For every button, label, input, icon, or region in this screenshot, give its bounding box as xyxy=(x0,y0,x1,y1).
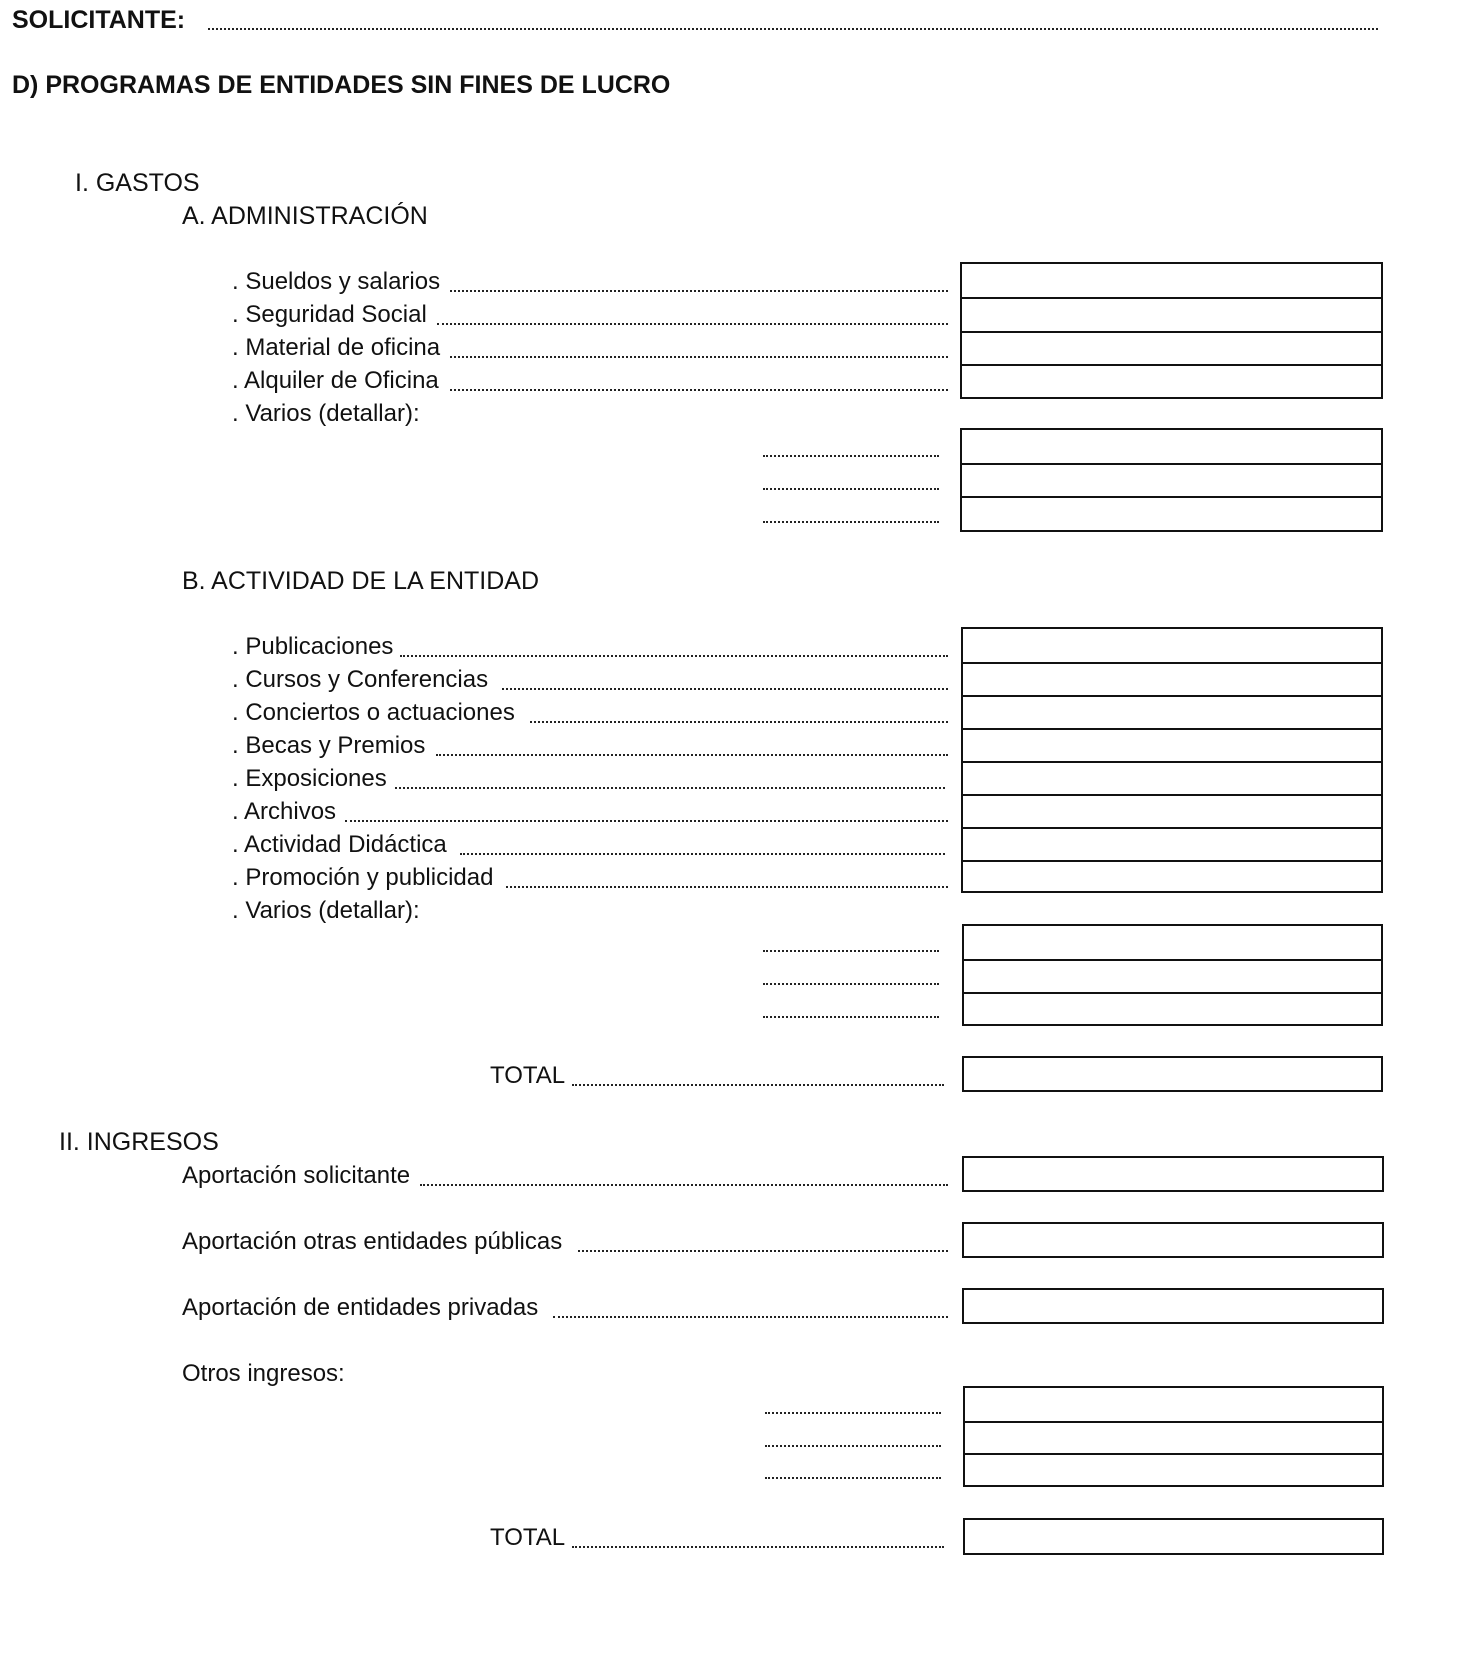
income-item-public-entities: Aportación otras entidades públicas xyxy=(182,1228,563,1255)
amount-cell-divider xyxy=(964,992,1381,994)
amount-cell-divider xyxy=(962,364,1381,366)
leader-dots xyxy=(572,1546,944,1548)
amount-cell-divider xyxy=(965,1453,1382,1455)
activity-misc-amount-box xyxy=(962,924,1383,1026)
amount-cell-divider xyxy=(963,662,1381,664)
amount-cell-divider xyxy=(963,794,1381,796)
leader-dots xyxy=(506,886,948,888)
leader-dots xyxy=(530,721,948,723)
amount-cell-divider xyxy=(963,695,1381,697)
leader-dots xyxy=(345,820,948,822)
activity-item-archives: . Archivos xyxy=(232,798,337,825)
admin-item-office-rent: . Alquiler de Oficina xyxy=(232,367,439,394)
misc-detail-line[interactable] xyxy=(763,455,939,457)
leader-dots xyxy=(420,1184,948,1186)
misc-detail-line[interactable] xyxy=(763,1016,939,1018)
admin-misc-amount-box xyxy=(960,428,1383,532)
applicant-label: SOLICITANTE: xyxy=(12,6,186,34)
income-total-label: TOTAL xyxy=(490,1524,566,1551)
activity-title: B. ACTIVIDAD DE LA ENTIDAD xyxy=(182,567,540,595)
leader-dots xyxy=(450,290,948,292)
admin-amount-box xyxy=(960,262,1383,399)
admin-item-office-material: . Material de oficina xyxy=(232,334,441,361)
admin-item-social-security: . Seguridad Social xyxy=(232,301,427,328)
income-applicant-box xyxy=(962,1156,1384,1192)
misc-detail-line[interactable] xyxy=(763,983,939,985)
other-income-detail-line[interactable] xyxy=(765,1412,941,1414)
leader-dots xyxy=(553,1316,948,1318)
income-private-box xyxy=(962,1288,1384,1324)
income-title: II. INGRESOS xyxy=(59,1128,219,1156)
leader-dots xyxy=(395,787,945,789)
amount-cell-divider xyxy=(964,959,1381,961)
activity-item-exhibitions: . Exposiciones xyxy=(232,765,387,792)
income-total-box xyxy=(963,1518,1384,1555)
expenses-title: I. GASTOS xyxy=(75,169,200,197)
income-item-applicant: Aportación solicitante xyxy=(182,1162,411,1189)
leader-dots xyxy=(437,323,948,325)
income-other-amount-box xyxy=(963,1386,1384,1487)
income-public-box xyxy=(962,1222,1384,1258)
activity-item-didactic: . Actividad Didáctica xyxy=(232,831,447,858)
amount-cell-divider xyxy=(962,463,1381,465)
leader-dots xyxy=(400,655,948,657)
activity-item-scholarships: . Becas y Premios xyxy=(232,732,426,759)
leader-dots xyxy=(502,688,948,690)
income-item-private-entities: Aportación de entidades privadas xyxy=(182,1294,539,1321)
amount-cell-divider xyxy=(965,1421,1382,1423)
activity-item-courses: . Cursos y Conferencias xyxy=(232,666,489,693)
leader-dots xyxy=(572,1084,944,1086)
section-title: D) PROGRAMAS DE ENTIDADES SIN FINES DE LUCRO xyxy=(12,71,671,99)
administration-title: A. ADMINISTRACIÓN xyxy=(182,202,428,230)
activity-item-publications: . Publicaciones xyxy=(232,633,394,660)
other-income-detail-line[interactable] xyxy=(765,1477,941,1479)
applicant-fill-line[interactable] xyxy=(208,28,1378,30)
amount-cell-divider xyxy=(963,860,1381,862)
leader-dots xyxy=(450,389,948,391)
amount-cell-divider xyxy=(962,331,1381,333)
amount-cell-divider xyxy=(962,496,1381,498)
leader-dots xyxy=(578,1250,948,1252)
income-other-label: Otros ingresos: xyxy=(182,1360,345,1387)
admin-item-salaries: . Sueldos y salarios xyxy=(232,268,441,295)
activity-item-concerts: . Conciertos o actuaciones xyxy=(232,699,515,726)
leader-dots xyxy=(450,356,948,358)
amount-cell-divider xyxy=(963,728,1381,730)
misc-detail-line[interactable] xyxy=(763,950,939,952)
leader-dots xyxy=(436,754,948,756)
activity-misc-label: . Varios (detallar): xyxy=(232,897,420,924)
activity-item-promotion: . Promoción y publicidad xyxy=(232,864,494,891)
amount-cell-divider xyxy=(963,761,1381,763)
leader-dots xyxy=(460,853,945,855)
misc-detail-line[interactable] xyxy=(763,488,939,490)
activity-amount-box xyxy=(961,627,1383,893)
admin-misc-label: . Varios (detallar): xyxy=(232,400,420,427)
expenses-total-label: TOTAL xyxy=(490,1062,566,1089)
expenses-total-box xyxy=(962,1056,1383,1092)
amount-cell-divider xyxy=(962,297,1381,299)
other-income-detail-line[interactable] xyxy=(765,1445,941,1447)
amount-cell-divider xyxy=(963,827,1381,829)
misc-detail-line[interactable] xyxy=(763,521,939,523)
